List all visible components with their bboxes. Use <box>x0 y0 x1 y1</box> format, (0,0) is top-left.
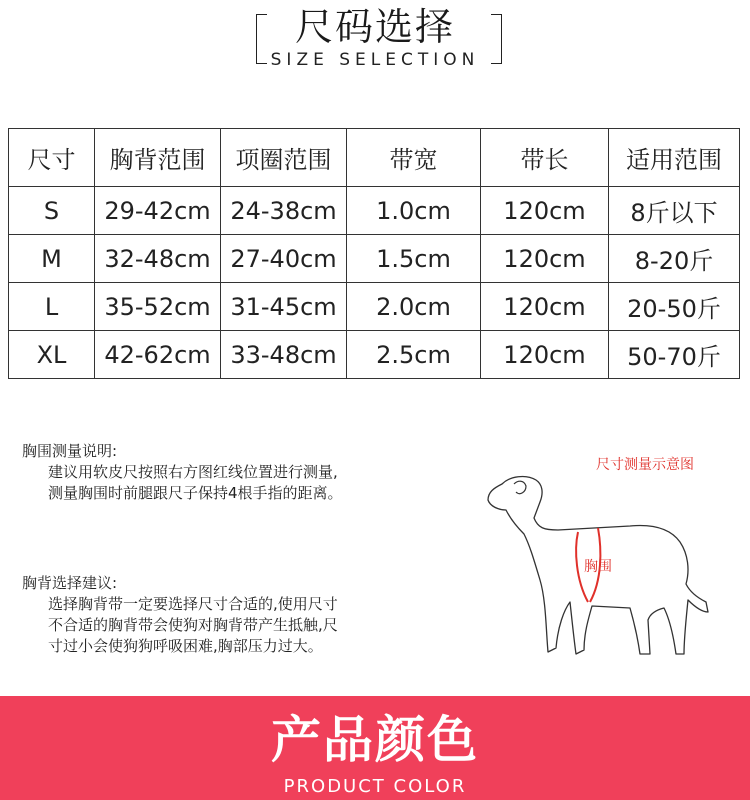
banner-subtitle: PRODUCT COLOR <box>283 776 467 797</box>
table-cell: XL <box>9 331 95 379</box>
advice-line: 不合适的胸背带会使狗对胸背带产生抵触,尺 <box>48 616 338 634</box>
table-cell: 2.0cm <box>347 283 481 331</box>
banner-title: 产品颜色 <box>271 711 479 769</box>
table-header-cell: 项圈范围 <box>221 129 347 187</box>
table-header-cell: 尺寸 <box>9 129 95 187</box>
table-cell: 120cm <box>481 283 609 331</box>
selection-advice <box>22 573 338 657</box>
table-cell: M <box>9 235 95 283</box>
table-cell: 32-48cm <box>95 235 221 283</box>
chest-label: 胸围 <box>584 559 612 575</box>
table-cell: 50-70斤 <box>609 331 740 379</box>
table-cell: 120cm <box>481 331 609 379</box>
table-header-cell: 适用范围 <box>609 129 740 187</box>
table-cell: L <box>9 283 95 331</box>
page-subtitle: SIZE SELECTION <box>270 50 480 70</box>
table-cell: 24-38cm <box>221 187 347 235</box>
table-cell: 1.5cm <box>347 235 481 283</box>
table-cell: 27-40cm <box>221 235 347 283</box>
size-table <box>8 128 740 379</box>
advice-line: 寸过小会使狗狗呼吸困难,胸部压力过大。 <box>48 637 323 655</box>
table-cell: S <box>9 187 95 235</box>
size-selection-header <box>0 0 750 80</box>
table-row <box>9 331 740 379</box>
table-cell: 120cm <box>481 235 609 283</box>
table-cell: 8-20斤 <box>609 235 740 283</box>
table-cell: 29-42cm <box>95 187 221 235</box>
measure-line: 建议用软皮尺按照右方图红线位置进行测量, <box>48 463 338 481</box>
table-cell: 20-50斤 <box>609 283 740 331</box>
measure-instructions <box>22 441 343 504</box>
measure-line: 测量胸围时前腿跟尺子保持4根手指的距离。 <box>48 484 343 502</box>
table-header-cell: 胸背范围 <box>95 129 221 187</box>
page-title: 尺码选择 <box>294 5 455 49</box>
table-cell: 8斤以下 <box>609 187 740 235</box>
table-cell: 42-62cm <box>95 331 221 379</box>
product-color-banner <box>0 696 750 800</box>
table-cell: 31-45cm <box>221 283 347 331</box>
advice-line: 选择胸背带一定要选择尺寸合适的,使用尺寸 <box>48 595 338 613</box>
table-header-cell: 带宽 <box>347 129 481 187</box>
table-cell: 120cm <box>481 187 609 235</box>
table-cell: 2.5cm <box>347 331 481 379</box>
advice-title: 胸背选择建议: <box>22 574 118 592</box>
table-cell: 35-52cm <box>95 283 221 331</box>
table-cell: 33-48cm <box>221 331 347 379</box>
table-row <box>9 235 740 283</box>
table-header-row <box>9 129 740 187</box>
table-row <box>9 187 740 235</box>
table-header-cell: 带长 <box>481 129 609 187</box>
table-row <box>9 283 740 331</box>
table-cell: 1.0cm <box>347 187 481 235</box>
measure-title: 胸围测量说明: <box>22 442 118 460</box>
diagram-title: 尺寸测量示意图 <box>596 457 694 473</box>
